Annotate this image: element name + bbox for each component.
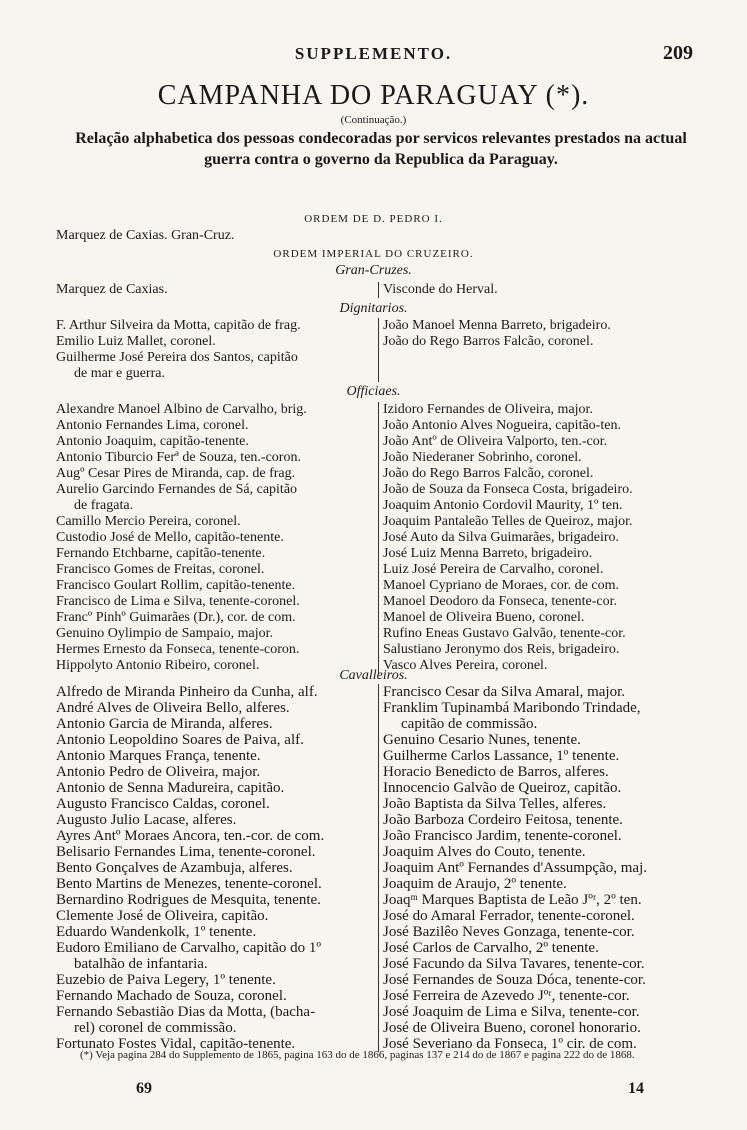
honoree-entry: Bernardino Rodrigues de Mesquita, tenente. <box>56 892 321 908</box>
honoree-entry: Alexandre Manoel Albino de Carvalho, brig. <box>56 402 307 417</box>
honoree-entry: Joaqᵐ Marques Baptista de Leão Jºʳ, 2º ten. <box>383 892 642 908</box>
honoree-entry: batalhão de infantaria. <box>74 956 208 972</box>
honoree-entry: Hermes Ernesto da Fonseca, tenente-coron. <box>56 642 300 657</box>
honoree-entry: José Ferreira de Azevedo Jºʳ, tenente-cor. <box>383 988 630 1004</box>
honoree-entry: João Antonio Alves Nogueira, capitão-ten. <box>383 418 621 433</box>
honoree-entry: Bento Gonçalves de Azambuja, alferes. <box>56 860 293 876</box>
honoree-entry: Augusto Francisco Caldas, coronel. <box>56 796 270 812</box>
honoree-entry: Genuino Cesario Nunes, tenente. <box>383 732 581 748</box>
honoree-entry: João Francisco Jardim, tenente-coronel. <box>383 828 622 844</box>
honoree-entry: Visconde do Herval. <box>383 282 498 297</box>
dignitarios-left-column <box>56 318 374 382</box>
honoree-entry: Marquez de Caxias. <box>56 282 168 297</box>
honoree-entry: Joaquim Alves do Couto, tenente. <box>383 844 586 860</box>
order-pedro-heading: ORDEM DE D. PEDRO I. <box>304 213 443 225</box>
cavalleiros-heading: Cavalleiros. <box>339 668 408 683</box>
honoree-entry: Joaquim Antº Fernandes d'Assumpção, maj. <box>383 860 647 876</box>
honoree-entry: Bento Martins de Menezes, tenente-coronel. <box>56 876 322 892</box>
honoree-entry: João Barboza Cordeiro Feitosa, tenente. <box>383 812 623 828</box>
honoree-entry: Francisco de Lima e Silva, tenente-coronel. <box>56 594 300 609</box>
footnote: (*) Veja pagina 284 do Supplemento de 1865, pagina 163 do de 1866, paginas 137 e 214 do de 1867 e pagina 222 do de 1868. <box>80 1049 635 1061</box>
honoree-entry: Augº Cesar Pires de Miranda, cap. de frag. <box>56 466 296 481</box>
honoree-entry: João do Rego Barros Falcão, coronel. <box>383 466 594 481</box>
gran-cruzes-left-column <box>56 282 374 298</box>
honoree-entry: F. Arthur Silveira da Motta, capitão de frag. <box>56 318 301 333</box>
honoree-entry: André Alves de Oliveira Bello, alferes. <box>56 700 290 716</box>
cavalleiros-right-column <box>378 684 713 1052</box>
honoree-entry: Antonio Garcia de Miranda, alferes. <box>56 716 273 732</box>
honoree-entry: Horacio Benedicto de Barros, alferes. <box>383 764 609 780</box>
honoree-entry: Augusto Julio Lacase, alferes. <box>56 812 237 828</box>
honoree-entry: Custodio José de Mello, capitão-tenente. <box>56 530 284 545</box>
continuation-note: (Continuação.) <box>340 114 407 126</box>
footer-signature-left: 69 <box>136 1080 152 1097</box>
honoree-entry: Francº Pinhº Guimarães (Dr.), cor. de com. <box>56 610 296 625</box>
honoree-entry: capitão de commissão. <box>401 716 538 732</box>
honoree-entry: José Bazilêo Neves Gonzaga, tenente-cor. <box>383 924 635 940</box>
gran-cruzes-right-column <box>378 282 713 298</box>
honoree-entry: Joaquim Antonio Cordovil Maurity, 1º ten. <box>383 498 623 513</box>
honoree-entry: José Joaquim de Lima e Silva, tenente-cor. <box>383 1004 640 1020</box>
honoree-entry: Fernando Machado de Souza, coronel. <box>56 988 287 1004</box>
honoree-entry: Euzebio de Paiva Legery, 1º tenente. <box>56 972 276 988</box>
honoree-entry: Francisco Cesar da Silva Amaral, major. <box>383 684 626 700</box>
page-header <box>0 44 747 68</box>
honoree-entry: Antonio Tiburcio Ferª de Souza, ten.-coron. <box>56 450 301 465</box>
honoree-entry: Joaquim de Araujo, 2º tenente. <box>383 876 567 892</box>
officiaes-heading: Officiaes. <box>346 384 401 399</box>
honoree-entry: João Antº de Oliveira Valporto, ten.-cor. <box>383 434 608 449</box>
honoree-entry: José Carlos de Carvalho, 2º tenente. <box>383 940 599 956</box>
honoree-entry: Salustiano Jeronymo dos Reis, brigadeiro. <box>383 642 620 657</box>
honoree-entry: Ayres Antº Moraes Ancora, ten.-cor. de com. <box>56 828 325 844</box>
honoree-entry: Izidoro Fernandes de Oliveira, major. <box>383 402 593 417</box>
honoree-entry: Fortunato Fostes Vidal, capitão-tenente. <box>56 1036 296 1052</box>
order-pedro-entry: Marquez de Caxias. Gran-Cruz. <box>56 228 235 243</box>
honoree-entry <box>383 366 713 382</box>
running-title: SUPPLEMENTO. <box>294 44 453 63</box>
honoree-entry: Eduardo Wandenkolk, 1º tenente. <box>56 924 257 940</box>
honoree-entry: rel) coronel de commissão. <box>74 1020 237 1036</box>
dignitarios-right-column <box>378 318 713 382</box>
honoree-entry: Aurelio Garcindo Fernandes de Sá, capitão <box>56 482 298 497</box>
honoree-entry: Antonio Joaquim, capitão-tenente. <box>56 434 249 449</box>
honoree-entry: Manoel Cypriano de Moraes, cor. de com. <box>383 578 619 593</box>
honoree-entry: de mar e guerra. <box>74 366 165 381</box>
honoree-entry: Guilherme José Pereira dos Santos, capitão <box>56 350 298 365</box>
honoree-entry: Manoel Deodoro da Fonseca, tenente-cor. <box>383 594 618 609</box>
honoree-entry: Camillo Mercio Pereira, coronel. <box>56 514 241 529</box>
honoree-entry: Antonio de Senna Madureira, capitão. <box>56 780 285 796</box>
honoree-entry: Fernando Sebastião Dias da Motta, (bacha- <box>56 1004 316 1020</box>
honoree-entry: José Facundo da Silva Tavares, tenente-cor. <box>383 956 645 972</box>
honoree-entry: João Manoel Menna Barreto, brigadeiro. <box>383 318 611 333</box>
honoree-entry: Belisario Fernandes Lima, tenente-coronel. <box>56 844 316 860</box>
officiaes-right-column <box>378 402 713 674</box>
honoree-entry: Manoel de Oliveira Bueno, coronel. <box>383 610 585 625</box>
honoree-entry: Genuino Oylimpio de Sampaio, major. <box>56 626 273 641</box>
honoree-entry: de fragata. <box>74 498 134 513</box>
footer-signature-right: 14 <box>628 1080 644 1097</box>
honoree-entry: Antonio Leopoldino Soares de Paiva, alf. <box>56 732 304 748</box>
honoree-entry: José Auto da Silva Guimarães, brigadeiro. <box>383 530 620 545</box>
honoree-entry <box>383 350 713 366</box>
honoree-entry: João Niederaner Sobrinho, coronel. <box>383 450 582 465</box>
honoree-entry: Francisco Goulart Rollim, capitão-tenente. <box>56 578 296 593</box>
officiaes-left-column <box>56 402 374 674</box>
honoree-entry: Emilio Luiz Mallet, coronel. <box>56 334 216 349</box>
honoree-entry: Eudoro Emiliano de Carvalho, capitão do 1º <box>56 940 321 956</box>
honoree-entry: Guilherme Carlos Lassance, 1º tenente. <box>383 748 620 764</box>
honoree-entry: José Luiz Menna Barreto, brigadeiro. <box>383 546 593 561</box>
honoree-entry: Rufino Eneas Gustavo Galvão, tenente-cor. <box>383 626 626 641</box>
dignitarios-heading: Dignitarios. <box>339 301 408 316</box>
honoree-entry: Francisco Gomes de Freitas, coronel. <box>56 562 265 577</box>
honoree-entry: Antonio Pedro de Oliveira, major. <box>56 764 261 780</box>
honoree-entry: José Fernandes de Souza Dóca, tenente-cor. <box>383 972 646 988</box>
honoree-entry: Franklim Tupinambá Maribondo Trindade, <box>383 700 641 716</box>
honoree-entry: João do Rego Barros Falcão, coronel. <box>383 334 594 349</box>
relation-heading: Relação alphabetica dos pessoas condecoradas por servicos relevantes prestados na actual guerra contra o governo da Republica da Paraguay. <box>75 130 687 168</box>
honoree-entry: José Severiano da Fonseca, 1º cir. de com. <box>383 1036 637 1052</box>
order-cruzeiro-heading: ORDEM IMPERIAL DO CRUZEIRO. <box>273 248 474 260</box>
page-number: 209 <box>663 42 693 64</box>
honoree-entry: Hippolyto Antonio Ribeiro, coronel. <box>56 658 260 673</box>
page-title: CAMPANHA DO PARAGUAY (*). <box>157 80 590 111</box>
honoree-entry: Vasco Alves Pereira, coronel. <box>383 658 548 673</box>
honoree-entry: João Baptista da Silva Telles, alferes. <box>383 796 607 812</box>
gran-cruzes-heading: Gran-Cruzes. <box>335 263 412 278</box>
honoree-entry: Fernando Etchbarne, capitão-tenente. <box>56 546 266 561</box>
honoree-entry: João de Souza da Fonseca Costa, brigadeiro. <box>383 482 633 497</box>
honoree-entry: Alfredo de Miranda Pinheiro da Cunha, alf. <box>56 684 318 700</box>
honoree-entry: Antonio Marques França, tenente. <box>56 748 261 764</box>
honoree-entry: José de Oliveira Bueno, coronel honorario. <box>383 1020 641 1036</box>
honoree-entry: Antonio Fernandes Lima, coronel. <box>56 418 249 433</box>
honoree-entry: Innocencio Galvão de Queiroz, capitão. <box>383 780 622 796</box>
cavalleiros-left-column <box>56 684 374 1052</box>
honoree-entry: Joaquim Pantaleão Telles de Queiroz, major. <box>383 514 633 529</box>
honoree-entry: José do Amaral Ferrador, tenente-coronel. <box>383 908 635 924</box>
honoree-entry: Luiz José Pereira de Carvalho, coronel. <box>383 562 604 577</box>
honoree-entry: Clemente José de Oliveira, capitão. <box>56 908 269 924</box>
